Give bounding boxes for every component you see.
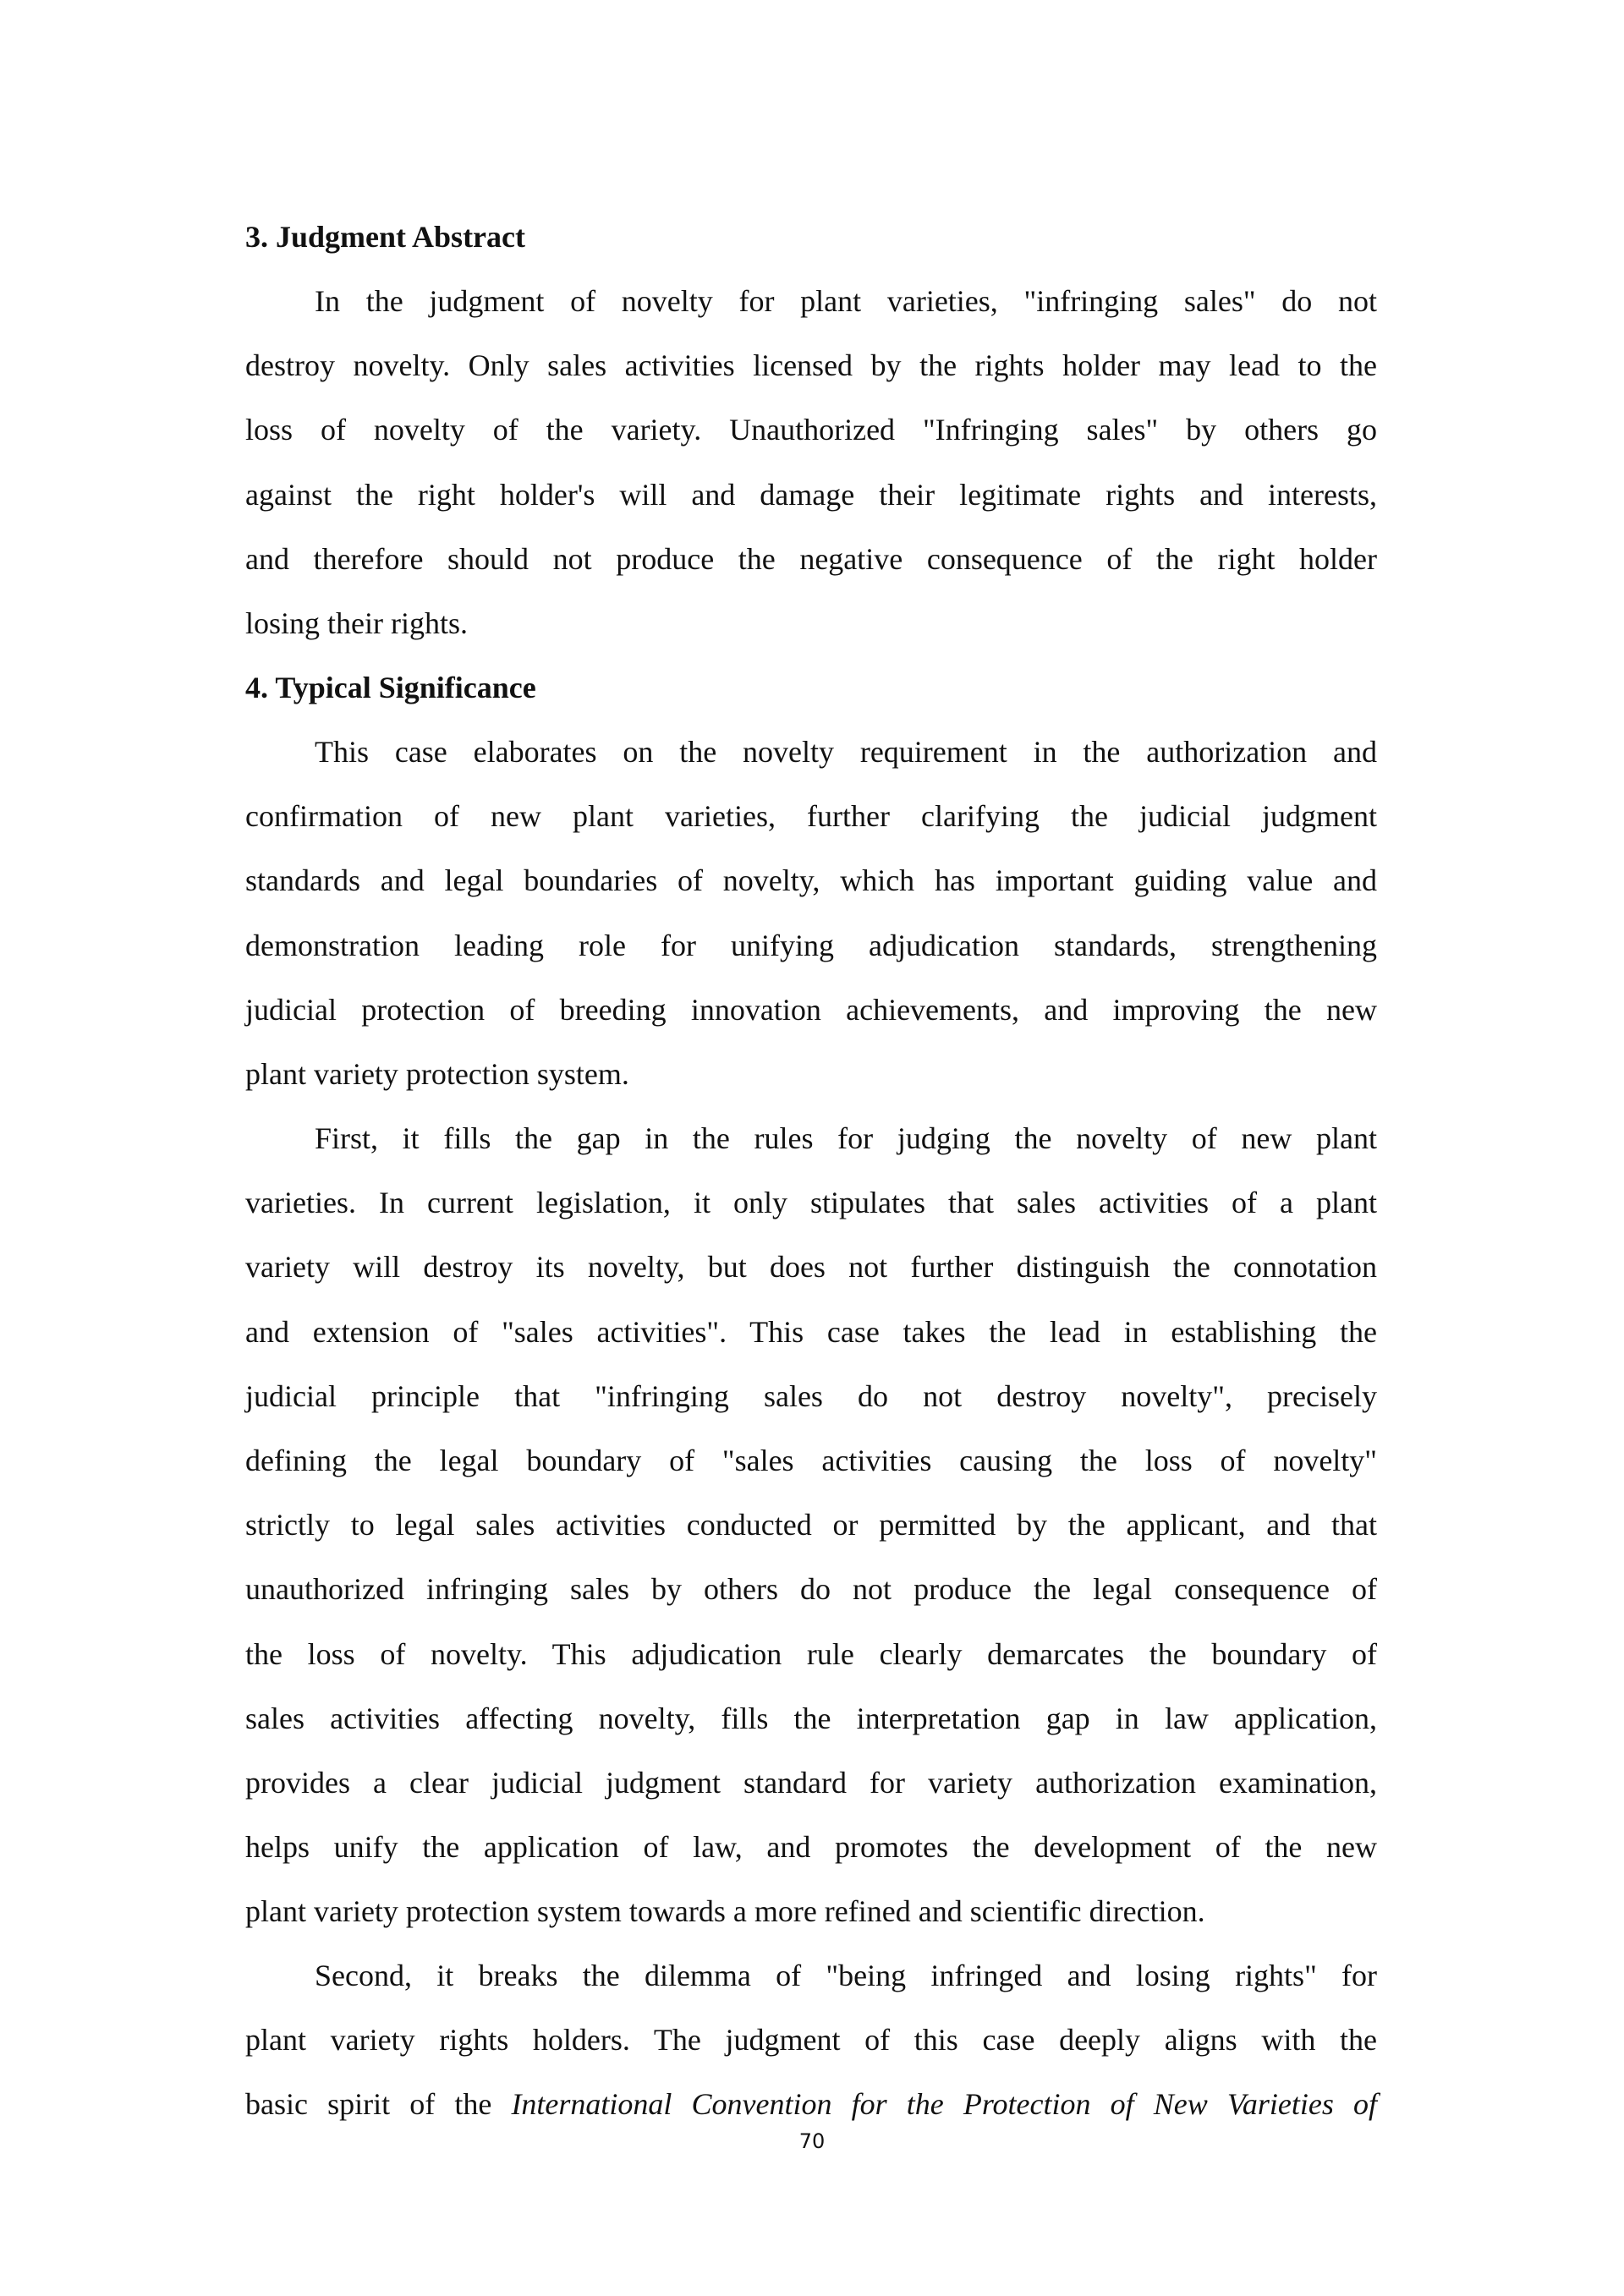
text-line: varieties. In current legislation, it only stipulates that sales activities of a plant	[245, 1186, 1377, 1220]
section-heading-typical-significance: 4. Typical Significance	[245, 671, 536, 704]
paragraph-second	[245, 1943, 1377, 2137]
text-line: helps unify the application of law, and promotes the development of the new	[245, 1830, 1377, 1865]
text-line: standards and legal boundaries of novelty, which has important guiding value and	[245, 863, 1377, 898]
section-heading-judgment-abstract: 3. Judgment Abstract	[245, 220, 525, 254]
text-line: In the judgment of novelty for plant varieties, "infringing sales" do not	[315, 284, 1377, 318]
text-line: First, it fills the gap in the rules for judging the novelty of new plant	[315, 1121, 1377, 1155]
text-line: and therefore should not produce the negative consequence of the right holder	[245, 541, 1377, 576]
text-line: and extension of "sales activities". This case takes the lead in establishing the	[245, 1314, 1377, 1349]
text-line: demonstration leading role for unifying adjudication standards, strengthening	[245, 928, 1377, 962]
text-line-with-italic-title	[245, 2072, 1377, 2136]
text-line: strictly to legal sales activities conducted or permitted by the applicant, and that	[245, 1508, 1377, 1543]
text-line: losing their rights.	[245, 606, 468, 640]
paragraph-first	[245, 1106, 1377, 1943]
text-line: the loss of novelty. This adjudication rule clearly demarcates the boundary of	[245, 1636, 1377, 1671]
text-fragment: basic spirit of the	[245, 2087, 512, 2122]
text-line: judicial protection of breeding innovation achievements, and improving the new	[245, 992, 1377, 1027]
text-line: destroy novelty. Only sales activities licensed by the rights holder may lead to the	[245, 348, 1377, 383]
text-line: against the right holder's will and damage their legitimate rights and interests,	[245, 477, 1377, 512]
paragraph-judgment-abstract	[245, 269, 1377, 655]
text-line: sales activities affecting novelty, fills the interpretation gap in law application,	[245, 1701, 1377, 1735]
text-line: variety will destroy its novelty, but does not further distinguish the connotation	[245, 1250, 1377, 1285]
paragraph-intro	[245, 720, 1377, 1106]
text-line: unauthorized infringing sales by others do not produce the legal consequence of	[245, 1572, 1377, 1607]
text-line: defining the legal boundary of "sales activities causing the loss of novelty"	[245, 1443, 1377, 1477]
text-line: Second, it breaks the dilemma of "being infringed and losing rights" for	[315, 1959, 1377, 1992]
text-line: provides a clear judicial judgment standard for variety authorization examination,	[245, 1765, 1377, 1800]
text-line: judicial principle that "infringing sales do not destroy novelty", precisely	[245, 1378, 1377, 1413]
text-line: plant variety rights holders. The judgment of this case deeply aligns with the	[245, 2023, 1377, 2058]
text-line: loss of novelty of the variety. Unauthorized "Infringing sales" by others go	[245, 413, 1377, 447]
text-line: plant variety protection system towards a more refined and scientific direction.	[245, 1894, 1205, 1929]
convention-title-italic: International Convention for the Protection of New Varieties of	[511, 2087, 1377, 2122]
page-number: 70	[798, 2129, 826, 2153]
text-line: This case elaborates on the novelty requirement in the authorization and	[315, 735, 1377, 769]
text-line: plant variety protection system.	[245, 1056, 629, 1091]
text-line: confirmation of new plant varieties, further clarifying the judicial judgment	[245, 799, 1377, 834]
